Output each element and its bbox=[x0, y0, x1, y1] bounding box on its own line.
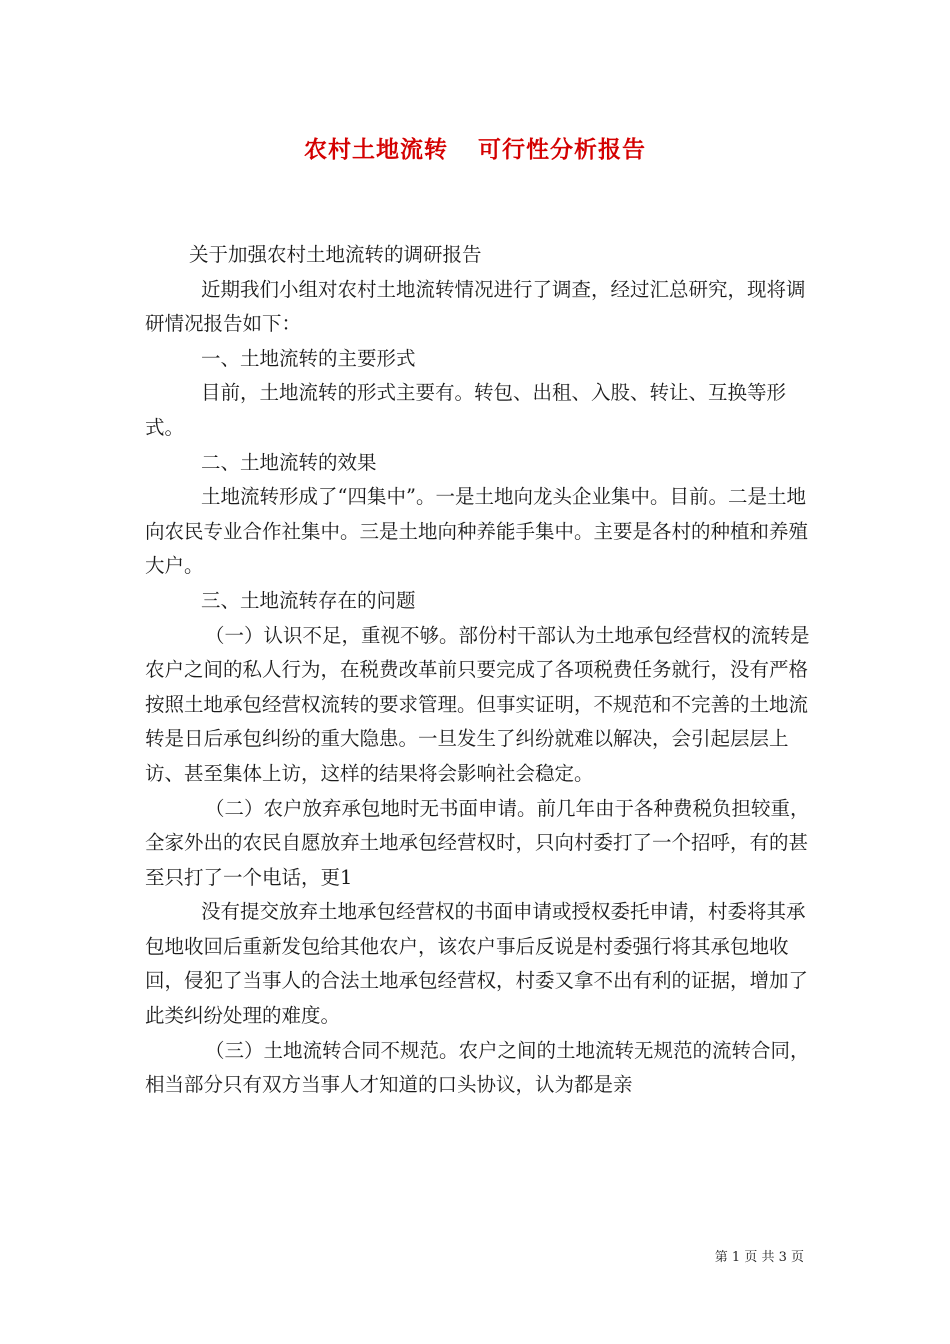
paragraph-problem-2-cont: 没有提交放弃土地承包经营权的书面申请或授权委托申请，村委将其承包地收回后重新发包给其他农户，该农户事后反说是村委强行将其承包地收回，侵犯了当事人的合法土地承包经营权，村委又拿不出有利的证据，增加了此类纠纷处理的难度。 bbox=[145, 900, 809, 1028]
page-footer: 第 1 页 共 3 页 bbox=[714, 1250, 804, 1265]
section-heading-2: 二、土地流转的效果 bbox=[201, 450, 377, 474]
paragraph-intro: 近期我们小组对农村土地流转情况进行了调查，经过汇总研究，现将调研情况报告如下： bbox=[145, 277, 806, 336]
title-part-1: 农村土地流转 bbox=[304, 136, 448, 163]
paragraph-effects: 土地流转形成了“四集中”。一是土地向龙头企业集中。目前。二是土地向农民专业合作社集中。三是土地向种养能手集中。主要是各村的种植和养殖大户。 bbox=[145, 485, 809, 578]
paragraph-problem-2: （二）农户放弃承包地时无书面申请。前几年由于各种费税负担较重，全家外出的农民自愿放弃土地承包经营权时，只向村委打了一个招呼，有的甚至只打了一个电话，更1 bbox=[145, 796, 810, 889]
document-body bbox=[145, 238, 810, 1103]
section-heading-1: 一、土地流转的主要形式 bbox=[201, 346, 416, 370]
paragraph-forms: 目前，土地流转的形式主要有。转包、出租、入股、转让、互换等形式。 bbox=[145, 381, 787, 439]
paragraph-problem-1: （一）认识不足，重视不够。部份村干部认为土地承包经营权的流转是农户之间的私人行为，在税费改革前只要完成了各项税费任务就行，没有严格按照土地承包经营权流转的要求管理。但事实证明，不规范和不完善的土地流转是日后承包纠纷的重大隐患。一旦发生了纠纷就难以解决，会引起层层上访、甚至集体上访，这样的结果将会影响社会稳定。 bbox=[145, 623, 810, 785]
section-heading-3: 三、土地流转存在的问题 bbox=[201, 588, 416, 612]
title-part-2: 可行性分析报告 bbox=[478, 136, 646, 163]
paragraph-problem-3: （三）土地流转合同不规范。农户之间的土地流转无规范的流转合同，相当部分只有双方当事人才知道的口头协议，认为都是亲 bbox=[145, 1038, 810, 1097]
document-title bbox=[0, 131, 950, 164]
report-subtitle: 关于加强农村土地流转的调研报告 bbox=[189, 243, 482, 266]
